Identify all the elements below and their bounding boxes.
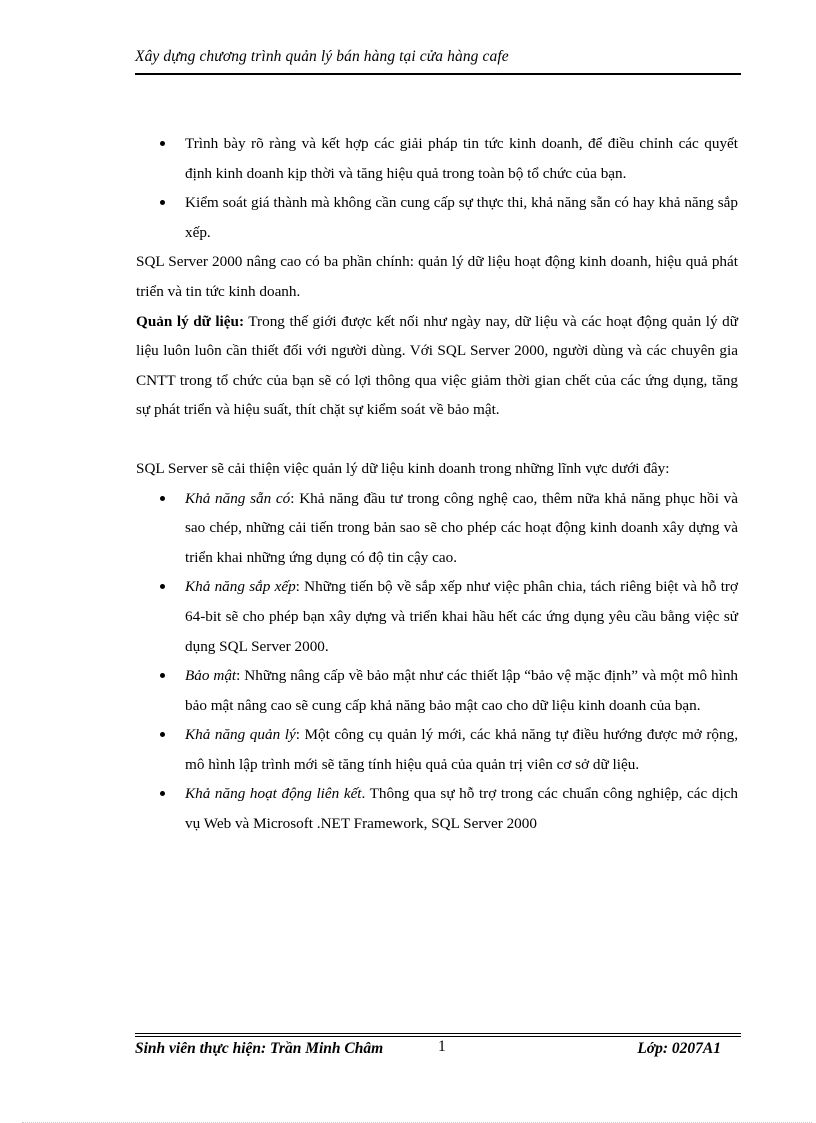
list-item bbox=[136, 572, 738, 661]
paragraph-gap bbox=[136, 425, 738, 454]
data-management-text: Trong thế giới được kết nối như ngày nay, dữ liệu và các hoạt động quản lý dữ liệu luôn luôn cần thiết đối với người dùng. Với SQL Server 2000, người dùng và các chuyên gia CNTT trong tổ chức của bạn sẽ có lợi thông qua việc giảm thời gian chết của các ứng dụng, tăng sự phát triển và hiệu suất, thít chặt sự kiểm soát về bảo mật. bbox=[136, 312, 738, 419]
footer-student: Sinh viên thực hiện: Trần Minh Châm bbox=[135, 1040, 384, 1057]
feature-text: : Những nâng cấp về bảo mật như các thiết lập “bảo vệ mặc định” và một mô hình bảo mật nâng cao sẽ cung cấp khả năng bảo mật cao cho dữ liệu kinh doanh của bạn. bbox=[185, 667, 739, 714]
page-header-title: Xây dựng chương trình quản lý bán hàng tại cửa hàng cafe bbox=[135, 48, 509, 65]
feature-term: Bảo mật bbox=[185, 667, 237, 685]
list-item bbox=[136, 129, 738, 188]
list-item bbox=[136, 779, 738, 838]
paragraph-intro: SQL Server 2000 nâng cao có ba phần chính: quản lý dữ liệu hoạt động kinh doanh, hiệu quả phát triển và tin tức kinh doanh. bbox=[136, 253, 738, 300]
data-management-label: Quản lý dữ liệu: bbox=[136, 312, 245, 330]
feature-text: : Những tiến bộ về sắp xếp như việc phân chia, tách riêng biệt và hỗ trợ 64-bit sẽ cho phép bạn xây dựng và triển khai hầu hết các ứng dụng yêu cầu bằng việc sử dụng SQL Server 2000. bbox=[185, 578, 738, 655]
bullet-icon bbox=[160, 791, 165, 796]
bullet-icon bbox=[160, 200, 165, 205]
list-item bbox=[136, 484, 738, 573]
bullet-icon bbox=[160, 496, 165, 501]
feature-term: Khả năng sắp xếp bbox=[185, 578, 296, 596]
bullet-icon bbox=[160, 584, 165, 589]
feature-text: . Thông qua sự hỗ trợ trong các chuẩn công nghiệp, các dịch vụ Web và Microsoft .NET Framework, SQL Server 2000 bbox=[185, 785, 738, 833]
list-item bbox=[136, 188, 738, 247]
page-body bbox=[136, 129, 738, 839]
bullet-list-features bbox=[136, 484, 738, 839]
page-number: 1 bbox=[438, 1038, 446, 1055]
feature-text: : Một công cụ quản lý mới, các khả năng tự điều hướng được mở rộng, mô hình lập trình mới sẽ tăng tính hiệu quả của quản trị viên cơ sở dữ liệu. bbox=[185, 726, 738, 773]
footer-rule-top bbox=[135, 1033, 741, 1034]
feature-text: : Khả năng đầu tư trong công nghệ cao, thêm nữa khả năng phục hồi và sao chép, những cải tiến trong bản sao sẽ cho phép các hoạt động kinh doanh xây dựng và triển khai những ứng dụng có độ tin cậy cao. bbox=[185, 489, 738, 566]
bullet-text: Trình bày rõ ràng và kết hợp các giải pháp tin tức kinh doanh, để điều chỉnh các quyết định kinh doanh kịp thời và tăng hiệu quả trong toàn bộ tổ chức của bạn. bbox=[185, 135, 738, 182]
list-item bbox=[136, 661, 738, 720]
bullet-text: Kiểm soát giá thành mà không cần cung cấp sự thực thi, khả năng sẵn có hay khả năng sắp xếp. bbox=[185, 194, 738, 241]
feature-term: Khả năng hoạt động liên kết bbox=[185, 785, 362, 803]
paragraph-data-management bbox=[136, 307, 738, 425]
footer-class: Lớp: 0207A1 bbox=[637, 1040, 721, 1057]
feature-term: Khả năng sẵn có bbox=[185, 489, 291, 507]
page-footer bbox=[135, 1040, 741, 1062]
header-rule bbox=[135, 73, 741, 75]
footer-rule-bottom bbox=[135, 1036, 741, 1037]
feature-term: Khả năng quản lý bbox=[185, 726, 296, 744]
bullet-icon bbox=[160, 673, 165, 678]
bullet-icon bbox=[160, 732, 165, 737]
bullet-icon bbox=[160, 141, 165, 146]
paragraph-areas: SQL Server sẽ cải thiện việc quản lý dữ liệu kinh doanh trong những lĩnh vực dưới đây: bbox=[136, 459, 670, 477]
bullet-list-top bbox=[136, 129, 738, 247]
list-item bbox=[136, 720, 738, 779]
